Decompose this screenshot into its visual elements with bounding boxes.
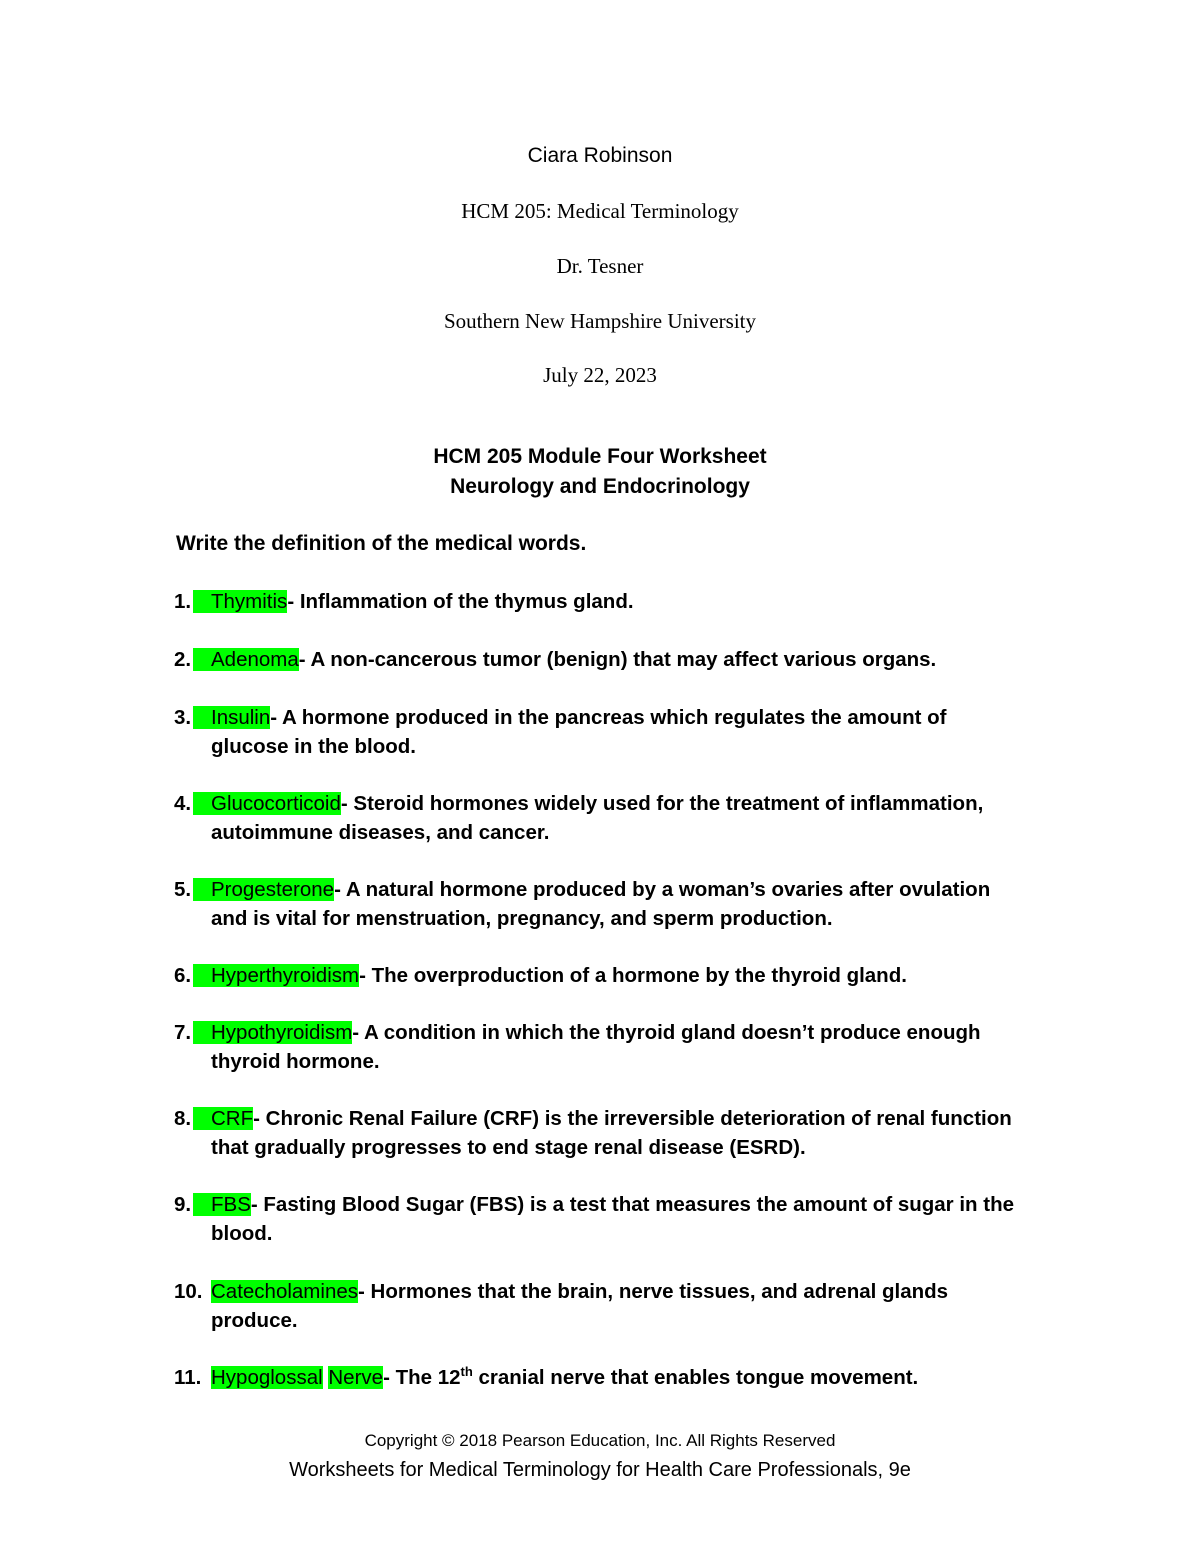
highlighted-term: FBS bbox=[193, 1193, 251, 1216]
item-definition: - The overproduction of a hormone by the thyroid gland. bbox=[359, 964, 907, 987]
item-number: 1. bbox=[174, 590, 192, 613]
item-definition-continued: glucose in the blood. bbox=[211, 735, 416, 758]
item-number: 7. bbox=[174, 1021, 192, 1044]
highlighted-term: Hypoglossal bbox=[211, 1366, 323, 1389]
worksheet-title: HCM 205 Module Four Worksheet bbox=[433, 445, 767, 468]
item-number: 8. bbox=[174, 1107, 192, 1130]
item-definition: - The 12 bbox=[383, 1366, 461, 1389]
item-definition: - Inflammation of the thymus gland. bbox=[287, 590, 634, 613]
item-definition-continued: that gradually progresses to end stage renal disease (ESRD). bbox=[211, 1136, 806, 1159]
item-definition-continued: thyroid hormone. bbox=[211, 1050, 380, 1073]
item-number: 9. bbox=[174, 1193, 192, 1216]
item-definition-continued: autoimmune diseases, and cancer. bbox=[211, 821, 550, 844]
highlighted-term: Insulin bbox=[193, 706, 270, 729]
highlighted-term: Hyperthyroidism bbox=[193, 964, 359, 987]
highlighted-term: Catecholamines bbox=[211, 1280, 358, 1303]
worksheet-subtitle: Neurology and Endocrinology bbox=[450, 475, 750, 498]
school-name: Southern New Hampshire University bbox=[443, 309, 757, 333]
item-definition-continued: produce. bbox=[211, 1309, 298, 1332]
item-definition: - A non-cancerous tumor (benign) that may affect various organs. bbox=[298, 648, 937, 671]
item-number: 5. bbox=[174, 878, 192, 901]
highlighted-term: Adenoma bbox=[193, 648, 299, 671]
highlighted-term: Glucocorticoid bbox=[193, 792, 341, 815]
item-number: 2. bbox=[174, 648, 192, 671]
copyright-footer: Copyright © 2018 Pearson Education, Inc. All Rights Reserved bbox=[364, 1431, 836, 1450]
item-number: 11. bbox=[174, 1366, 202, 1389]
item-definition: - Hormones that the brain, nerve tissues, and adrenal glands bbox=[358, 1280, 949, 1303]
book-footer: Worksheets for Medical Terminology for Health Care Professionals, 9e bbox=[289, 1459, 911, 1481]
item-number: 3. bbox=[174, 706, 192, 729]
course-name: HCM 205: Medical Terminology bbox=[461, 199, 739, 223]
highlighted-term: Nerve bbox=[328, 1366, 384, 1389]
highlighted-term: Thymitis bbox=[193, 590, 287, 613]
item-definition-continued: blood. bbox=[211, 1222, 273, 1245]
item-definition: - A condition in which the thyroid gland doesn’t produce enough bbox=[352, 1021, 981, 1044]
instructor-name: Dr. Tesner bbox=[556, 254, 644, 278]
author-name: Ciara Robinson bbox=[527, 144, 673, 167]
highlighted-term: Progesterone bbox=[193, 878, 334, 901]
item-definition: - Fasting Blood Sugar (FBS) is a test that measures the amount of sugar in the bbox=[250, 1193, 1015, 1216]
highlighted-term: CRF bbox=[193, 1107, 253, 1130]
item-definition: - Steroid hormones widely used for the treatment of inflammation, bbox=[340, 792, 984, 815]
item-definition-continued: and is vital for menstruation, pregnancy, and sperm production. bbox=[211, 907, 833, 930]
item-definition: - A hormone produced in the pancreas which regulates the amount of bbox=[270, 706, 947, 729]
item-definition-continued: cranial nerve that enables tongue movement. bbox=[472, 1366, 919, 1389]
item-number: 4. bbox=[174, 792, 192, 815]
item-number: 6. bbox=[174, 964, 192, 987]
item-definition: - Chronic Renal Failure (CRF) is the irreversible deterioration of renal function bbox=[253, 1107, 1012, 1130]
item-number: 10. bbox=[174, 1280, 203, 1303]
item-definition: - A natural hormone produced by a woman’s ovaries after ovulation bbox=[334, 878, 991, 901]
highlighted-term: Hypothyroidism bbox=[193, 1021, 352, 1044]
instruction-text: Write the definition of the medical words. bbox=[176, 532, 587, 555]
submission-date: July 22, 2023 bbox=[543, 363, 657, 387]
ordinal-suffix: th bbox=[460, 1364, 473, 1380]
